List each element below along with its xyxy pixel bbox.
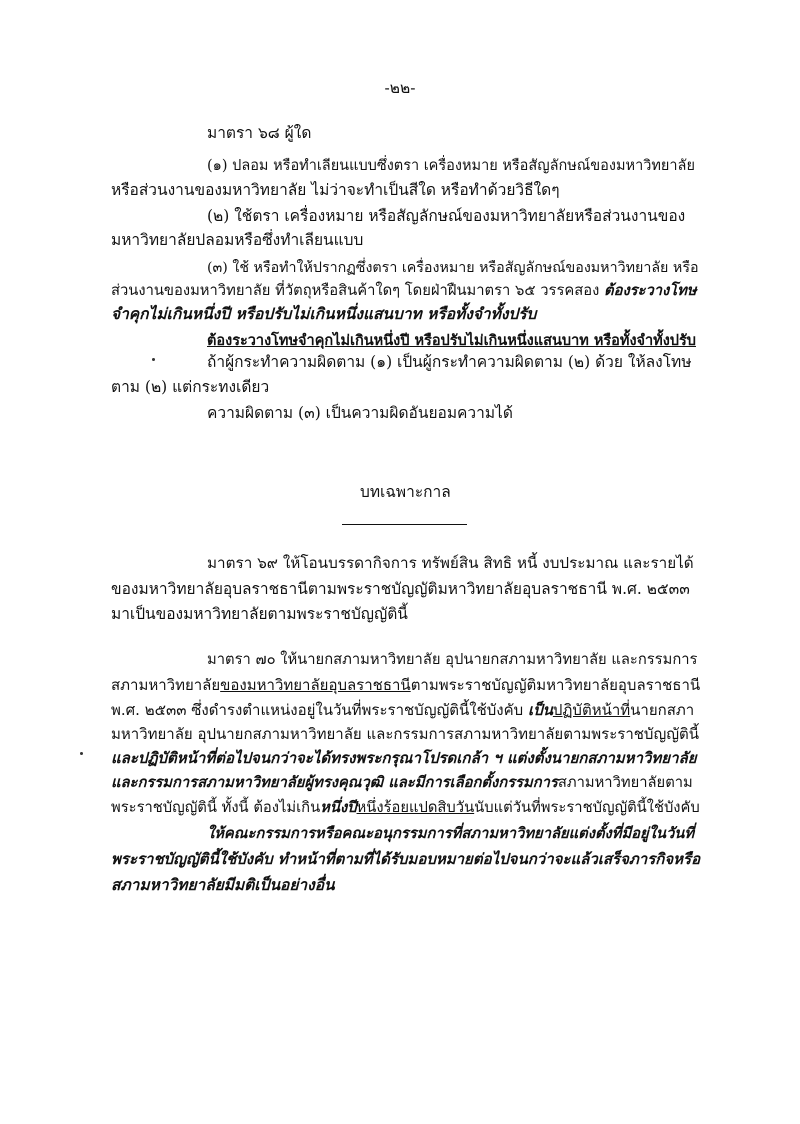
section-69-line3: มาเป็นของมหาวิทยาลัยตามพระราชบัญญัตินี้	[111, 605, 408, 623]
s70-l3-italic: เป็น	[527, 701, 553, 719]
s68-clause2-line2: มหาวิทยาลัยปลอมหรือซึ่งทำเลียนแบบ	[111, 231, 364, 249]
s68-penalty-italic: ต้องระวางโทษ	[604, 282, 697, 299]
s68-clause2-line1: (๒) ใช้ตรา เครื่องหมาย หรือสัญลักษณ์ของมหาวิทยาลัยหรือส่วนงานของ	[207, 207, 686, 225]
page-number: -๒๒-	[384, 79, 416, 97]
s70-l7-text-a: พระราชบัญญัตินี้ ทั้งนี้ ต้องไม่เกิน	[111, 799, 321, 816]
s68-clause1-line2: หรือส่วนงานของมหาวิทยาลัย ไม่ว่าจะทำเป็นสีใด หรือทำด้วยวิธีใดๆ	[111, 181, 560, 199]
s68-clause3-line3: จำคุกไม่เกินหนึ่งปี หรือปรับไม่เกินหนึ่งแสนบาท หรือทั้งจำทั้งปรับ	[111, 304, 537, 323]
section-70-line9: พระราชบัญญัตินี้ใช้บังคับ ทำหน้าที่ตามที่ได้รับมอบหมายต่อไปจนกว่าจะแล้วเสร็จภารกิจหรือ	[111, 850, 701, 868]
s70-l3-text-d: นายกสภา	[630, 701, 695, 719]
s68-clause3-text: ส่วนงานของมหาวิทยาลัย ที่วัตถุหรือสินค้าใดๆ โดยฝ่าฝืนมาตรา ๖๕ วรรคสอง	[111, 282, 604, 299]
section-70-line7	[111, 798, 700, 818]
s70-l6-italic: และกรรมการสภามหาวิทยาลัยผู้ทรงคุณวุฒิ และมีการเลือกตั้งกรรมการ	[111, 774, 558, 791]
s70-l2-text-a: สภามหาวิทยาลัย	[111, 676, 221, 694]
section-70-line8: ให้คณะกรรมการหรือคณะอนุกรรมการที่สภามหาวิทยาลัยแต่งตั้งที่มีอยู่ในวันที่	[207, 825, 695, 842]
s68-clause1-line1: (๑) ปลอม หรือทำเลียนแบบซึ่งตรา เครื่องหมาย หรือสัญลักษณ์ของมหาวิทยาลัย	[207, 158, 695, 174]
s68-para5: ความผิดตาม (๓) เป็นความผิดอันยอมความได้	[207, 404, 513, 422]
s70-l7-italic: หนึ่งปี	[320, 799, 357, 816]
margin-mark	[152, 358, 155, 361]
s68-clause3-line1: (๓) ใช้ หรือทำให้ปรากฏซึ่งตรา เครื่องหมาย หรือสัญลักษณ์ของมหาวิทยาลัย หรือ	[207, 260, 699, 276]
s70-l7-text-d: นับแต่วันที่พระราชบัญญัตินี้ใช้บังคับ	[474, 799, 700, 816]
s70-l3-text-a: พ.ศ. ๒๕๓๓ ซึ่งดำรงตำแหน่งอยู่ในวันที่พระราชบัญญัตินี้ใช้บังคับ	[111, 701, 528, 719]
section-70-line5	[111, 748, 696, 768]
section-70-line2	[111, 675, 700, 695]
section-69-line2: ของมหาวิทยาลัยอุบลราชธานีตามพระราชบัญญัติมหาวิทยาลัยอุบลราชธานี พ.ศ. ๒๕๓๓	[111, 580, 690, 598]
section-70-line4: มหาวิทยาลัย อุปนายกสภามหาวิทยาลัย และกรรมการสภามหาวิทยาลัยตามพระราชบัญญัตินี้	[111, 725, 700, 743]
section-69-line1: มาตรา ๖๙ ให้โอนบรรดากิจการ ทรัพย์สิน สิทธิ หนี้ งบประมาณ และรายได้	[207, 554, 694, 572]
section-70-line1: มาตรา ๗๐ ให้นายกสภามหาวิทยาลัย อุปนายกสภามหาวิทยาลัย และกรรมการ	[207, 651, 698, 668]
section-70-line10: สภามหาวิทยาลัยมีมติเป็นอย่างอื่น	[111, 875, 335, 894]
s70-l7-underlined: หนึ่งร้อยแปดสิบวัน	[356, 799, 475, 816]
section-70-line6	[111, 773, 693, 793]
margin-mark	[80, 752, 83, 755]
s70-l6-text: สภามหาวิทยาลัยตาม	[557, 774, 693, 791]
s70-l3-underlined: ปฏิบัติหน้าที่	[552, 701, 631, 719]
s70-l5-italic-a: และปฏิบัติหน้าที่	[111, 749, 216, 767]
s68-para4-line1: ถ้าผู้กระทำความผิดตาม (๑) เป็นผู้กระทำความผิดตาม (๒) ด้วย ให้ลงโทษ	[207, 353, 692, 371]
s70-l5-italic-b: ต่อไปจนกว่าจะได้ทรงพระกรุณาโปรดเกล้า ฯ แต่งตั้งนายกสภามหาวิทยาลัย	[215, 749, 697, 767]
section-68-heading: มาตรา ๖๘ ผู้ใด	[207, 124, 312, 142]
section-70-line3	[111, 700, 694, 720]
s70-l2-underlined: ของมหาวิทยาลัยอุบลราชธานี	[220, 676, 411, 694]
transitory-heading: บทเฉพาะกาล	[360, 483, 451, 501]
s68-clause3-line4: ต้องระวางโทษจำคุกไม่เกินหนึ่งปี หรือปรับไม่เกินหนึ่งแสนบาท หรือทั้งจำทั้งปรับ	[207, 332, 696, 349]
heading-underline-rule	[342, 524, 467, 525]
s68-clause3-line2	[111, 281, 697, 301]
s70-l2-text-c: ตามพระราชบัญญัติมหาวิทยาลัยอุบลราชธานี	[410, 676, 701, 694]
s68-para4-line2: ตาม (๒) แต่กระทงเดียว	[111, 378, 270, 396]
